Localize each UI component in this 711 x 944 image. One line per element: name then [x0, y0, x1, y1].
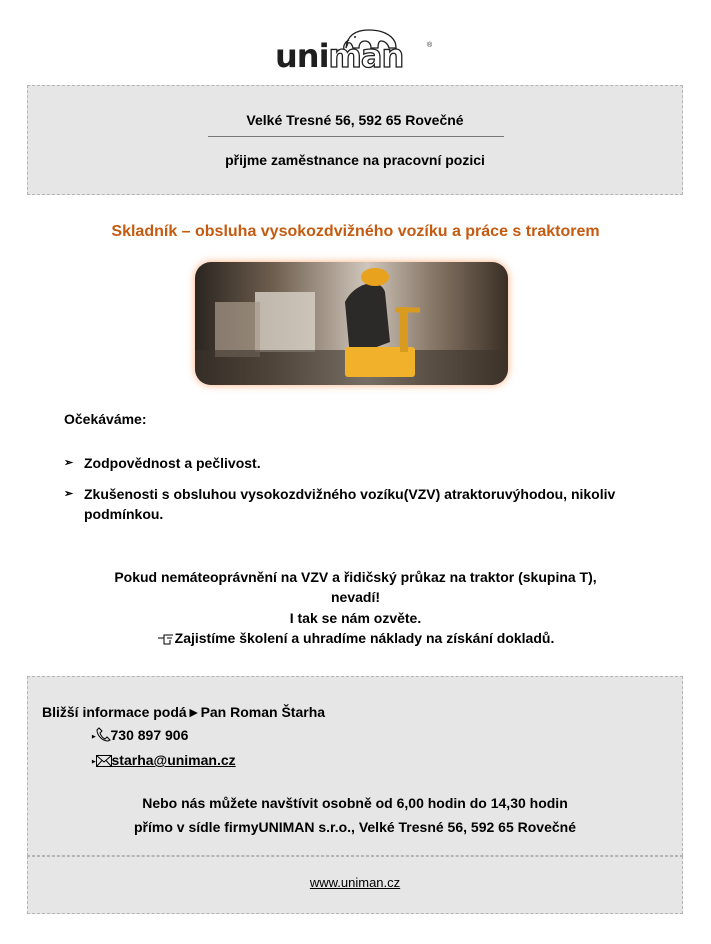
logo-man-text: man	[328, 37, 404, 75]
arrow-right-icon: ►	[186, 704, 201, 720]
company-address: Velké Tresné 56, 592 65 Rovečné	[246, 112, 464, 128]
job-title: Skladník – obsluha vysokozdvižného vozíku a práce s traktorem	[111, 223, 600, 240]
phone-line	[92, 727, 188, 743]
email-line	[92, 752, 236, 768]
warehouse-photo	[195, 262, 508, 385]
notice-line-training	[0, 630, 711, 646]
list-item-text: Zkušenosti s obsluhou vysokozdvižného vozíku(VZV) atraktoruvýhodou, nikoliv podmínkou.	[84, 486, 616, 522]
envelope-icon	[96, 755, 112, 767]
website-panel	[27, 856, 683, 914]
notice-line: I tak se nám ozvěte.	[289, 610, 422, 626]
website-link[interactable]: www.uniman.cz	[309, 875, 401, 890]
address-panel	[27, 85, 683, 195]
contact-prefix: Bližší informace podá	[42, 704, 187, 720]
small-bullet-icon: ▸	[92, 758, 96, 766]
hiring-text: přijme zaměstnance na pracovní pozici	[225, 152, 485, 168]
phone-icon	[96, 727, 111, 742]
contact-panel	[27, 676, 683, 856]
uniman-logo	[271, 26, 439, 76]
arrow-bullet-icon: ➢	[64, 488, 74, 500]
expectations-heading: Očekáváme:	[64, 411, 147, 427]
contact-name: Pan Roman Štarha	[200, 704, 326, 720]
phone-number: 730 897 906	[110, 727, 189, 743]
notice-line: nevadí!	[330, 589, 380, 605]
logo-uni-text: uni	[275, 37, 329, 75]
registered-mark: ®	[427, 42, 433, 49]
arrow-bullet-icon: ➢	[64, 457, 74, 469]
contact-person-line	[42, 704, 325, 720]
email-link[interactable]: starha@uniman.cz	[111, 752, 236, 768]
training-text: Zajistíme školení a uhradíme náklady na získání dokladů.	[174, 630, 555, 646]
notice-line: Pokud nemáteoprávnění na VZV a řidičský průkaz na traktor (skupina T),	[114, 569, 597, 585]
separator-line	[208, 136, 504, 137]
visit-line: Nebo nás můžete navštívit osobně od 6,00 hodin do 14,30 hodin	[142, 795, 568, 811]
visit-address-line: přímo v sídle firmyUNIMAN s.r.o., Velké Tresné 56, 592 65 Rovečné	[134, 819, 576, 835]
pointing-hand-icon	[157, 633, 175, 645]
small-bullet-icon: ▸	[92, 733, 96, 741]
list-item-text: Zodpovědnost a pečlivost.	[84, 455, 261, 471]
